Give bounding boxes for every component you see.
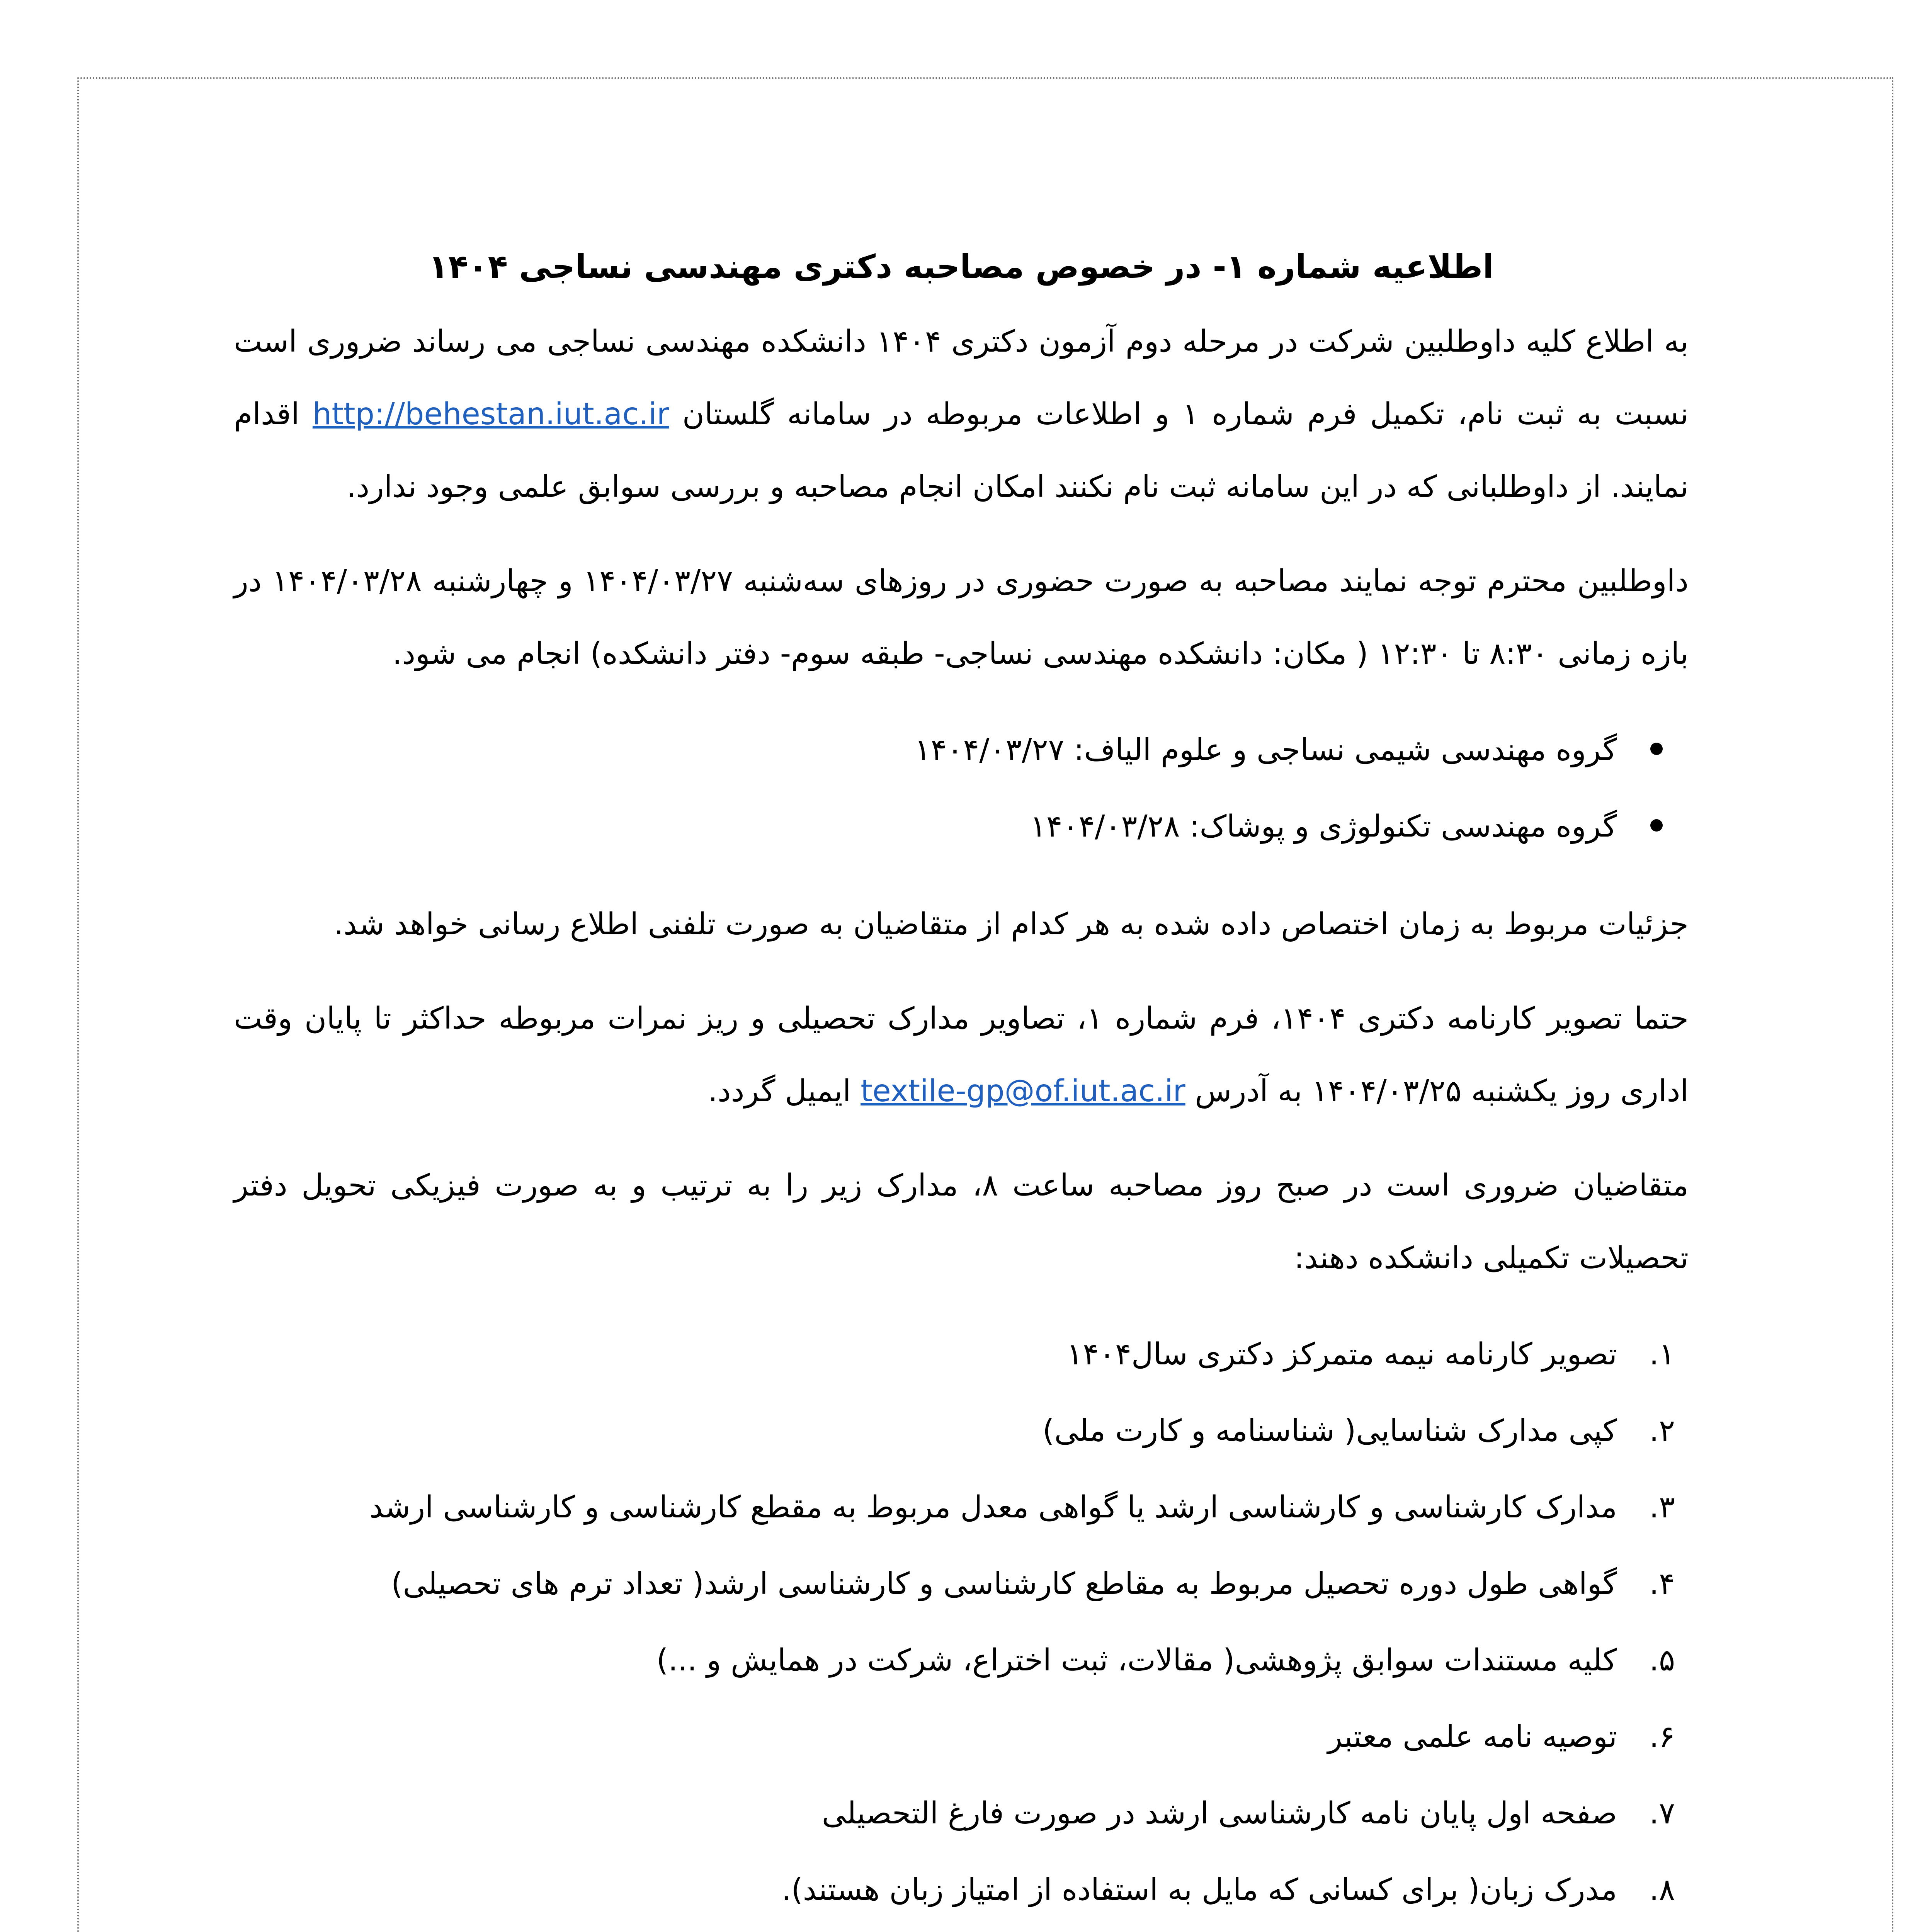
paragraph-registration-text-1: به اطلاع کلیه داوطلبین شرکت در مرحله دوم آزمون دکتری ۱۴۰۴ دانشکده مهندسی نساجی می رساند ضروری است نسبت به ثبت نام، تکمیل فرم شماره ۱ و اطلاعات مربوطه در سامانه گلستان [234,324,1689,432]
list-item-text: مدارک کارشناسی و کارشناسی ارشد یا گواهی معدل مربوط به مقطع کارشناسی و کارشناسی ارشد [369,1490,1617,1525]
list-number: ۸. [1649,1872,1675,1907]
paragraph-email-submission [234,982,1689,1128]
list-item [234,788,1617,865]
announcement-body [234,236,1689,1928]
paragraph-interview-schedule: داوطلبین محترم توجه نمایند مصاحبه به صورت حضوری در روزهای سه‌شنبه ۱۴۰۴/۰۳/۲۷ و چهارشنبه ۱۴۰۴/۰۳/۲۸ در بازه زمانی ۸:۳۰ تا ۱۲:۳۰ ( مکان: دانشکده مهندسی نساجی- طبقه سوم- دفتر دانشکده) انجام می شود. [234,564,1689,671]
list-item [234,1775,1675,1852]
list-item [234,1393,1675,1469]
paragraph-email-text-2: ایمیل گردد. [708,1074,861,1109]
group-dates-list [234,712,1689,865]
paragraph-registration-text-2: اقدام نمایند. از داوطلبانی که در این سامانه ثبت نام نکنند امکان انجام مصاحبه و بررسی سوابق علمی وجود ندارد. [234,397,1689,504]
list-item-text: توصیه نامه علمی معتبر [1327,1719,1617,1754]
list-item [234,1469,1675,1546]
list-number: ۱. [1649,1337,1675,1372]
list-item-text: کلیه مستندات سوابق پژوهشی( مقالات، ثبت اختراع، شرکت در همایش و ...) [656,1643,1617,1678]
list-item-text: گروه مهندسی تکنولوژی و پوشاک: ۱۴۰۴/۰۳/۲۸ [1030,809,1617,844]
list-number: ۳. [1649,1490,1675,1525]
list-number: ۶. [1649,1719,1675,1754]
list-item-text: گروه مهندسی شیمی نساجی و علوم الیاف: ۱۴۰۴/۰۳/۲۷ [914,733,1617,767]
email-link[interactable]: textile-gp@of.iut.ac.ir [861,1074,1185,1109]
list-item-text: صفحه اول پایان نامه کارشناسی ارشد در صورت فارغ التحصیلی [821,1796,1617,1831]
list-number: ۵. [1649,1643,1675,1678]
list-item [234,1546,1675,1622]
list-item-text: گواهی طول دوره تحصیل مربوط به مقاطع کارشناسی و کارشناسی ارشد( تعداد ترم های تحصیلی) [391,1566,1617,1601]
list-number: ۴. [1649,1566,1675,1601]
list-item-text: کپی مدارک شناسایی( شناسنامه و کارت ملی) [1043,1413,1617,1448]
required-documents-list [234,1316,1689,1928]
behestan-link[interactable]: http://behestan.iut.ac.ir [312,397,669,432]
list-item-text: مدرک زبان( برای کسانی که مایل به استفاده از امتیاز زبان هستند). [781,1872,1617,1907]
list-item [234,1699,1675,1775]
list-item [234,1622,1675,1699]
list-item [234,1316,1675,1393]
paragraph-email-text-1: حتما تصویر کارنامه دکتری ۱۴۰۴، فرم شماره ۱، تصاویر مدارک تحصیلی و ریز نمرات مربوطه حداکثر تا پایان وقت اداری روز یکشنبه ۱۴۰۴/۰۳/۲۵ به آدرس [234,1001,1689,1109]
paragraph-required-documents: متقاضیان ضروری است در صبح روز مصاحبه ساعت ۸، مدارک زیر را به ترتیب و به صورت فیزیکی تحویل دفتر تحصیلات تکمیلی دانشکده دهند: [234,1168,1689,1276]
paragraph-registration [234,305,1689,523]
paragraph-phone-notice: جزئیات مربوط به زمان اختصاص داده شده به هر کدام از متقاضیان به صورت تلفنی اطلاع رسانی خواهد شد. [333,907,1689,942]
list-number: ۷. [1649,1796,1675,1831]
bullet-icon [1650,819,1663,832]
list-item-text: تصویر کارنامه نیمه متمرکز دکتری سال۱۴۰۴ [1066,1337,1617,1372]
bullet-icon [1650,743,1663,755]
list-number: ۲. [1649,1413,1675,1448]
list-item [234,712,1617,788]
page-title: اطلاعیه شماره ۱- در خصوص مصاحبه دکتری مهندسی نساجی ۱۴۰۴ [428,248,1494,286]
list-item [234,1852,1675,1928]
